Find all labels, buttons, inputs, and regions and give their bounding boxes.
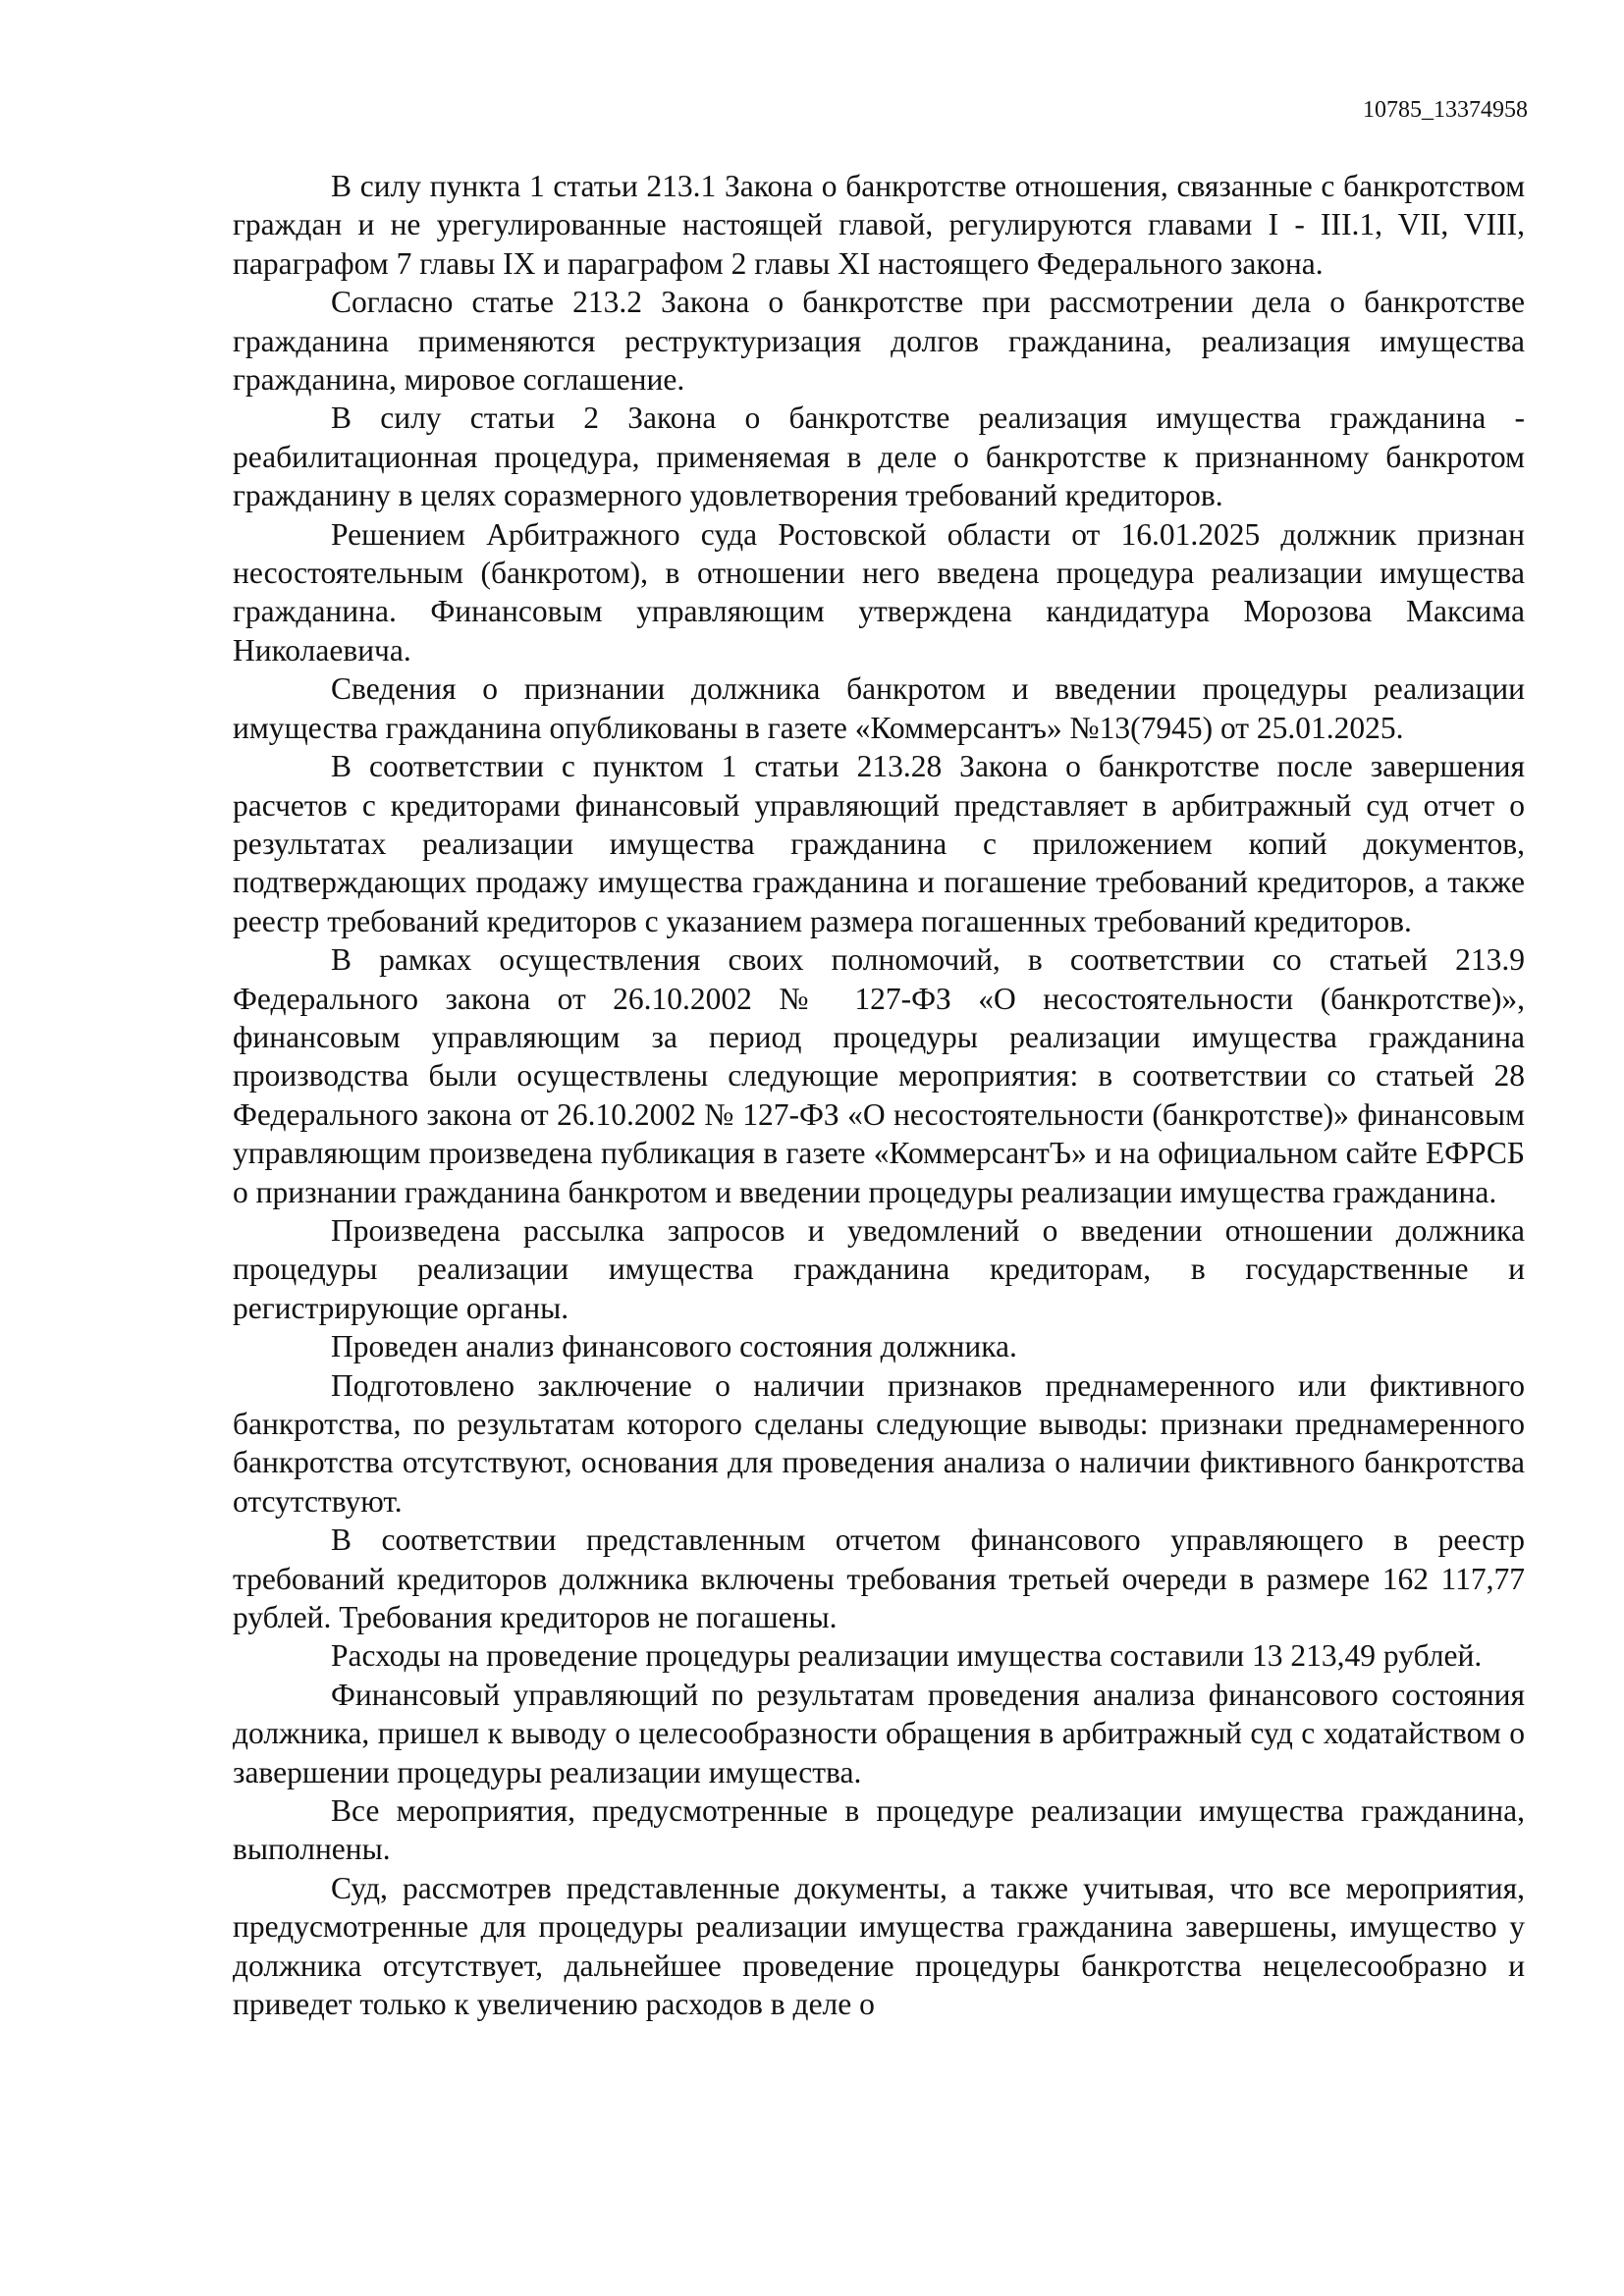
document-id: 10785_13374958: [1363, 97, 1528, 123]
paragraph-14: Все мероприятия, предусмотренные в процедуре реализации имущества гражданина, выполнены.: [233, 1793, 1525, 1867]
paragraph-7: В рамках осуществления своих полномочий, в соответствии со статьей 213.9 Федерального закона от 26.10.2002 № 127-ФЗ «О несостоятельности (банкротстве)», финансовым управляющим за период процедуры реализации имущества гражданина производства были осуществлены следующие мероприятия: в соответствии со статьей 28 Федерального закона от 26.10.2002 № 127-ФЗ «О несостоятельности (банкротстве)» финансовым управляющим произведена публикация в газете «КоммерсантЪ» и на официальном сайте ЕФРСБ о признании гражданина банкротом и введении процедуры реализации имущества гражданина.: [233, 942, 1525, 1209]
paragraph-15: Суд, рассмотрев представленные документы, а также учитывая, что все мероприятия, предусмотренные для процедуры реализации имущества гражданина завершены, имущество у должника отсутствует, дальнейшее проведение процедуры банкротства нецелесообразно и приведет только к увеличению расходов в деле о: [233, 1870, 1525, 2022]
paragraph-6: В соответствии с пунктом 1 статьи 213.28 Закона о банкротстве после завершения расчетов с кредиторами финансовый управляющий представляет в арбитражный суд отчет о результатах реализации имущества гражданина с приложением копий документов, подтверждающих продажу имущества гражданина и погашение требований кредиторов, а также реестр требований кредиторов с указанием размера погашенных требований кредиторов.: [233, 749, 1525, 938]
paragraph-12: Расходы на проведение процедуры реализации имущества составили 13 213,49 рублей.: [331, 1638, 1483, 1674]
paragraph-4: Решением Арбитражного суда Ростовской области от 16.01.2025 должник признан несостоятельным (банкротом), в отношении него введена процедура реализации имущества гражданина. Финансовым управляющим утверждена кандидатура Морозова Максима Николаевича.: [233, 516, 1525, 667]
paragraph-3: В силу статьи 2 Закона о банкротстве реализация имущества гражданина - реабилитационная процедура, применяемая в деле о банкротстве к признанному банкротом гражданину в целях соразмерного удовлетворения требований кредиторов.: [233, 400, 1525, 513]
paragraph-1: В силу пункта 1 статьи 213.1 Закона о банкротстве отношения, связанные с банкротством граждан и не урегулированные настоящей главой, регулируются главами I - III.1, VII, VIII, параграфом 7 главы IX и параграфом 2 главы XI настоящего Федерального закона.: [233, 169, 1525, 281]
document-body: [233, 167, 1525, 2024]
paragraph-11: В соответствии представленным отчетом финансового управляющего в реестр требований кредиторов должника включены требования третьей очереди в размере 162 117,77 рублей. Требования кредиторов не погашены.: [233, 1522, 1525, 1635]
paragraph-13: Финансовый управляющий по результатам проведения анализа финансового состояния должника, пришел к выводу о целесообразности обращения в арбитражный суд с ходатайством о завершении процедуры реализации имущества.: [233, 1677, 1525, 1789]
paragraph-10: Подготовлено заключение о наличии признаков преднамеренного или фиктивного банкротства, по результатам которого сделаны следующие выводы: признаки преднамеренного банкротства отсутствуют, основания для проведения анализа о наличии фиктивного банкротства отсутствуют.: [233, 1367, 1525, 1519]
paragraph-8: Произведена рассылка запросов и уведомлений о введении отношении должника процедуры реализации имущества гражданина кредиторам, в государственные и регистрирующие органы.: [233, 1212, 1525, 1325]
paragraph-2: Согласно статье 213.2 Закона о банкротстве при рассмотрении дела о банкротстве гражданина применяются реструктуризация долгов гражданина, реализация имущества гражданина, мировое соглашение.: [233, 285, 1525, 398]
paragraph-9: Проведен анализ финансового состояния должника.: [331, 1329, 1017, 1364]
paragraph-5: Сведения о признании должника банкротом и введении процедуры реализации имущества гражданина опубликованы в газете «Коммерсантъ» №13(7945) от 25.01.2025.: [233, 671, 1525, 745]
